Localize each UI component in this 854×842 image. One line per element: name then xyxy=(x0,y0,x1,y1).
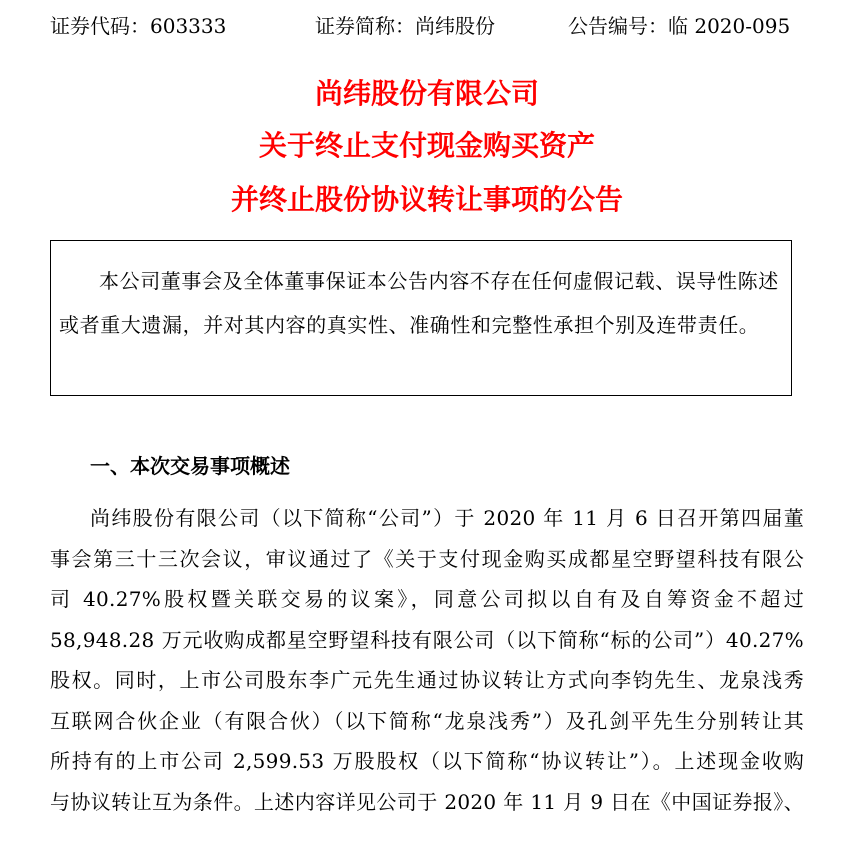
board-guarantee-notice xyxy=(50,240,792,396)
paragraph-line: 事会第三十三次会议，审议通过了《关于支付现金购买成都星空野望科技有限公 xyxy=(50,546,804,571)
announcement-title-line-1: 关于终止支付现金购买资产 xyxy=(258,129,595,162)
paragraph-line: 股权。同时，上市公司股东李广元先生通过协议转让方式向李钧先生、龙泉浅秀 xyxy=(50,668,804,692)
stock-abbreviation: 证券简称：尚纬股份 xyxy=(315,14,495,38)
paragraph-line: 58,948.28 万元收购成都星空野望科技有限公司（以下简称“标的公司”）40.27% xyxy=(50,627,804,652)
notice-text: 本公司董事会及全体董事保证本公告内容不存在任何虚假记载、误导性陈述或者重大遗漏，并对其内容的真实性、准确性和完整性承担个别及连带责任。 xyxy=(59,269,779,337)
stock-code: 证券代码：603333 xyxy=(50,14,227,38)
paragraph-line: 与协议转让互为条件。上述内容详见公司于 2020 年 11 月 9 日在《中国证券报》、 xyxy=(50,789,804,814)
section-heading: 一、本次交易事项概述 xyxy=(90,454,290,478)
announcement-header xyxy=(50,8,804,44)
company-title: 尚纬股份有限公司 xyxy=(314,77,539,110)
announcement-number: 公告编号：临 2020-095 xyxy=(568,14,791,38)
paragraph-line: 尚纬股份有限公司（以下简称“公司”）于 2020 年 11 月 6 日召开第四届董 xyxy=(90,506,804,530)
announcement-title-line-2: 并终止股份协议转让事项的公告 xyxy=(230,183,623,216)
paragraph-line: 司 40.27%股权暨关联交易的议案》，同意公司拟以自有及自筹资金不超过 xyxy=(50,587,804,611)
transaction-overview-paragraph xyxy=(50,498,804,822)
paragraph-line: 互联网合伙企业（有限合伙）（以下简称“龙泉浅秀”）及孔剑平先生分别转让其 xyxy=(50,708,804,733)
paragraph-line: 所持有的上市公司 2,599.53 万股股权（以下简称“协议转让”）。上述现金收购 xyxy=(50,749,804,773)
